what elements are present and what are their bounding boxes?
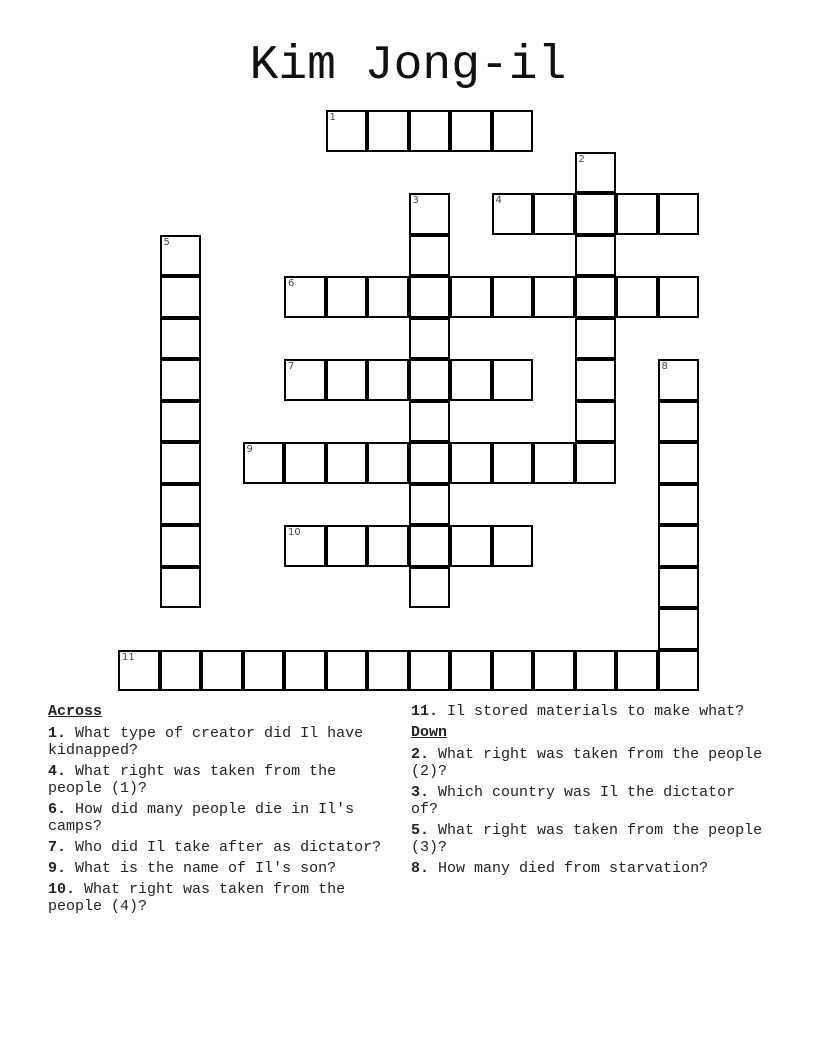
crossword-cell[interactable]	[160, 235, 202, 277]
clue-number: 5.	[411, 822, 430, 839]
clue-number: 6.	[48, 801, 67, 818]
crossword-cell[interactable]	[492, 276, 534, 318]
clue-across-10	[48, 881, 398, 915]
crossword-cell[interactable]	[409, 359, 451, 401]
crossword-cell[interactable]	[409, 401, 451, 443]
cell-number: 5	[163, 236, 170, 248]
crossword-cell[interactable]	[658, 359, 700, 401]
clue-across-7	[48, 839, 398, 856]
crossword-cell[interactable]	[243, 650, 285, 692]
crossword-cell[interactable]	[367, 276, 409, 318]
crossword-cell[interactable]	[492, 442, 534, 484]
crossword-cell[interactable]	[326, 110, 368, 152]
crossword-cell[interactable]	[575, 152, 617, 194]
crossword-cell[interactable]	[326, 359, 368, 401]
crossword-cell[interactable]	[616, 276, 658, 318]
crossword-cell[interactable]	[409, 525, 451, 567]
cell-number: 10	[288, 527, 301, 538]
crossword-cell[interactable]	[160, 401, 202, 443]
crossword-cell[interactable]	[575, 401, 617, 443]
crossword-cell[interactable]	[492, 650, 534, 692]
clue-down-8	[411, 860, 771, 877]
crossword-cell[interactable]	[575, 235, 617, 277]
crossword-cell[interactable]	[575, 442, 617, 484]
cell-number: 11	[122, 651, 135, 663]
crossword-cell[interactable]	[118, 650, 160, 692]
crossword-cell[interactable]	[409, 110, 451, 152]
page-title: Kim Jong-il	[249, 39, 567, 93]
crossword-cell[interactable]	[409, 318, 451, 360]
crossword-cell[interactable]	[450, 525, 492, 567]
crossword-cell[interactable]	[450, 442, 492, 484]
crossword-cell[interactable]	[160, 442, 202, 484]
crossword-cell[interactable]	[409, 442, 451, 484]
crossword-cell[interactable]	[284, 359, 326, 401]
crossword-cell[interactable]	[658, 525, 700, 567]
clue-down-2	[411, 746, 771, 780]
crossword-cell[interactable]	[575, 359, 617, 401]
crossword-cell[interactable]	[409, 235, 451, 277]
crossword-cell[interactable]	[409, 193, 451, 235]
clue-text: What right was taken from the people (3)?	[411, 822, 763, 856]
crossword-cell[interactable]	[160, 318, 202, 360]
down-heading: Down	[411, 724, 448, 741]
clue-number: 2.	[411, 746, 430, 763]
crossword-cell[interactable]	[450, 650, 492, 692]
crossword-cell[interactable]	[658, 484, 700, 526]
clue-number: 11.	[411, 703, 439, 720]
clue-across-4	[48, 763, 398, 797]
crossword-cell[interactable]	[658, 193, 700, 235]
crossword-cell[interactable]	[284, 442, 326, 484]
clue-text: What is the name of Il's son?	[75, 860, 337, 877]
across-heading: Across	[48, 703, 103, 720]
cell-number: 2	[578, 153, 585, 165]
crossword-cell[interactable]	[492, 110, 534, 152]
clue-number: 9.	[48, 860, 67, 877]
crossword-cell[interactable]	[575, 318, 617, 360]
crossword-cell[interactable]	[409, 650, 451, 692]
clue-text: What right was taken from the people (2)?	[411, 746, 763, 780]
crossword-cell[interactable]	[243, 442, 285, 484]
cell-number: 9	[246, 444, 253, 455]
crossword-cell[interactable]	[326, 525, 368, 567]
cell-number: 8	[661, 361, 668, 372]
crossword-cell[interactable]	[575, 193, 617, 235]
clue-number: 1.	[48, 725, 67, 742]
crossword-cell[interactable]	[326, 276, 368, 318]
crossword-cell[interactable]	[658, 401, 700, 443]
crossword-cell[interactable]	[160, 567, 202, 609]
crossword-cell[interactable]	[533, 276, 575, 318]
clue-number: 7.	[48, 839, 67, 856]
crossword-cell[interactable]	[533, 193, 575, 235]
crossword-cell[interactable]	[326, 650, 368, 692]
clue-text: How did many people die in Il's camps?	[48, 801, 355, 835]
crossword-cell[interactable]	[616, 193, 658, 235]
clue-number: 8.	[411, 860, 430, 877]
crossword-cell[interactable]	[160, 525, 202, 567]
clue-text: How many died from starvation?	[438, 860, 709, 877]
crossword-cell[interactable]	[450, 359, 492, 401]
clues-right-column	[411, 703, 771, 881]
crossword-cell[interactable]	[450, 276, 492, 318]
clue-number: 4.	[48, 763, 67, 780]
crossword-cell[interactable]	[492, 525, 534, 567]
crossword-cell[interactable]	[160, 276, 202, 318]
cell-number: 3	[412, 195, 419, 206]
crossword-cell[interactable]	[658, 650, 700, 692]
crossword-cell[interactable]	[367, 525, 409, 567]
crossword-cell[interactable]	[533, 442, 575, 484]
crossword-cell[interactable]	[450, 110, 492, 152]
crossword-cell[interactable]	[284, 525, 326, 567]
clue-across-9	[48, 860, 398, 877]
crossword-cell[interactable]	[658, 608, 700, 650]
clue-text: Which country was Il the dictator of?	[411, 784, 736, 818]
clue-across-1	[48, 725, 398, 759]
clues-left-column	[48, 703, 398, 919]
crossword-cell[interactable]	[160, 484, 202, 526]
clue-text: Il stored materials to make what?	[447, 703, 745, 720]
crossword-cell[interactable]	[658, 276, 700, 318]
crossword-cell[interactable]	[492, 193, 534, 235]
clue-text: Who did Il take after as dictator?	[75, 839, 382, 856]
crossword-cell[interactable]	[658, 442, 700, 484]
crossword-cell[interactable]	[658, 567, 700, 609]
clue-text: What right was taken from the people (1)?	[48, 763, 337, 797]
crossword-cell[interactable]	[367, 359, 409, 401]
crossword-cell[interactable]	[409, 276, 451, 318]
cell-number: 4	[495, 195, 502, 206]
crossword-cell[interactable]	[160, 359, 202, 401]
clue-down-3	[411, 784, 771, 818]
clue-text: What type of creator did Il have kidnapped?	[48, 725, 364, 759]
crossword-cell[interactable]	[367, 110, 409, 152]
crossword-cell[interactable]	[367, 650, 409, 692]
crossword-cell[interactable]	[367, 442, 409, 484]
crossword-cell[interactable]	[409, 484, 451, 526]
crossword-cell[interactable]	[409, 567, 451, 609]
clue-across-11	[411, 703, 771, 720]
crossword-cell[interactable]	[284, 276, 326, 318]
crossword-cell[interactable]	[616, 650, 658, 692]
cell-number: 7	[288, 361, 295, 372]
clue-down-5	[411, 822, 771, 856]
crossword-cell[interactable]	[492, 359, 534, 401]
clue-number: 10.	[48, 881, 76, 898]
crossword-cell[interactable]	[533, 650, 575, 692]
clue-number: 3.	[411, 784, 430, 801]
crossword-cell[interactable]	[160, 650, 202, 692]
crossword-cell[interactable]	[326, 442, 368, 484]
crossword-cell[interactable]	[575, 276, 617, 318]
clue-text: What right was taken from the people (4)?	[48, 881, 346, 915]
crossword-cell[interactable]	[284, 650, 326, 692]
clue-across-6	[48, 801, 398, 835]
cell-number: 1	[329, 112, 336, 123]
crossword-cell[interactable]	[201, 650, 243, 692]
crossword-cell[interactable]	[575, 650, 617, 692]
cell-number: 6	[288, 278, 295, 289]
